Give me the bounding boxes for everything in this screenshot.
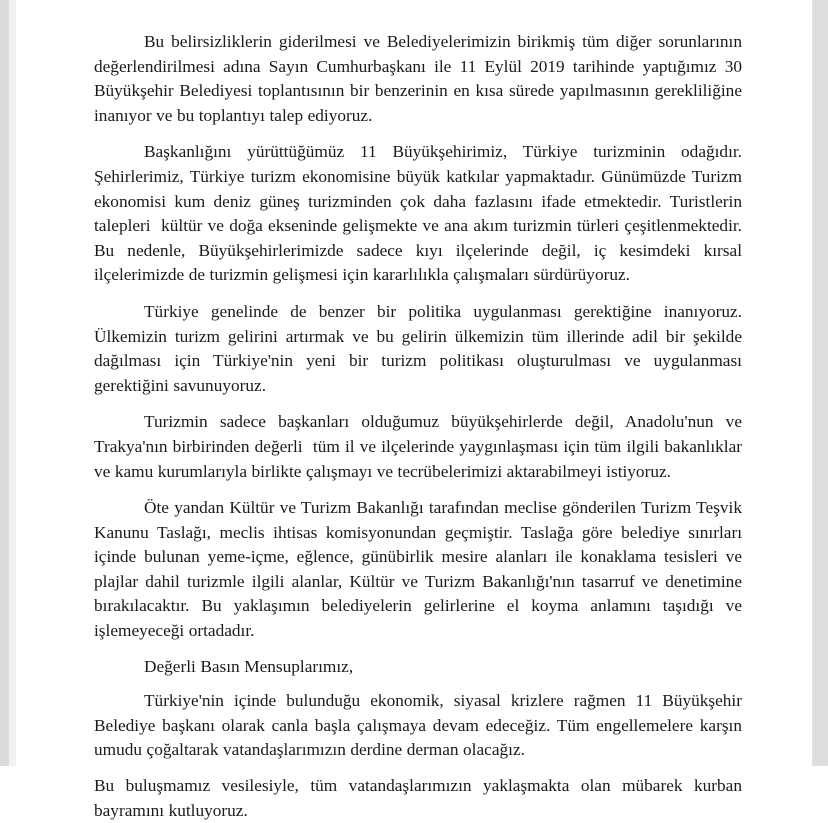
salutation-line: Değerli Basın Mensuplarımız,	[144, 656, 354, 676]
paragraph-4: Turizmin sadece başkanları olduğumuz büyükşehirlerde değil, Anadolu'nun ve Trakya'nın birbirinden değerli tüm il ve ilçelerinde yaygınlaşması için tüm ilgili bakanlıklar ve kamu kurumlarıyla birlikte çalışmayı ve tecrübelerimizi aktarabilmeyi istiyoruz.	[94, 412, 747, 481]
document-text-body	[94, 30, 752, 823]
scan-edge-right-line	[812, 0, 813, 766]
paragraph-2: Başkanlığını yürüttüğümüz 11 Büyükşehirimiz, Türkiye turizminin odağıdır. Şehirlerimiz, Türkiye turizm ekonomisine büyük katkılar yapmaktadır. Günümüzde Turizm ekonomisi kum deniz güneş turizminden çok daha fazlasını ifade etmektedir. Turistlerin talepleri kültür ve doğa ekseninde gelişmekte ve ana akım turizmin türleri çeşitlenmektedir. Bu nedenle, Büyükşehirlerimizde sadece kıyı ilçelerinde değil, iç kesimdeki kırsal ilçelerimizde de turizmin gelişmesi için kararlılıkla çalışmaları sürdürüyoruz.	[94, 142, 752, 285]
scan-edge-left-soft	[9, 0, 16, 766]
paragraph-5: Öte yandan Kültür ve Turizm Bakanlığı tarafından meclise gönderilen Turizm Teşvik Kanunu Taslağı, meclis ihtisas komisyonundan geçmiştir. Taslağa göre belediye sınırları içinde bulunan yeme-içme, eğlence, günübirlik mesire alanları ile konaklama tesisleri ve plajlar dahil turizmle ilgili alanlar, Kültür ve Turizm Bakanlığı'nın tasarruf ve denetimine bırakılacaktır. Bu yaklaşımın belediyelerin gelirlerine el koyma anlamını taşıdığı ve işlemeyeceği ortadadır.	[94, 498, 747, 641]
paragraph-7: Türkiye'nin içinde bulunduğu ekonomik, siyasal krizlere rağmen 11 Büyükşehir Belediye başkanı olarak canla başla çalışmaya devam edeceğiz. Tüm engellemelere karşın umudu çoğaltarak vatandaşlarımızın derdine derman olacağız.	[94, 691, 747, 760]
scan-edge-left	[0, 0, 9, 766]
scan-edge-right	[813, 0, 828, 766]
paragraph-3: Türkiye genelinde de benzer bir politika uygulanması gerektiğine inanıyoruz. Ülkemizin turizm gelirini artırmak ve bu gelirin ülkemizin tüm illerinde adil bir şekilde dağılması için Türkiye'nin yeni bir turizm politikası oluşturulması ve uygulanması gerektiğini savunuyoruz.	[94, 301, 747, 395]
closing-paragraph: Bu buluşmamız vesilesiyle, tüm vatandaşlarımızın yaklaşmakta olan mübarek kurban bayramını kutluyoruz.	[94, 776, 747, 820]
document-page	[16, 0, 812, 820]
paragraph-1: Bu belirsizliklerin giderilmesi ve Belediyelerimizin birikmiş tüm diğer sorunlarının değerlendirilmesi adına Sayın Cumhurbaşkanı ile 11 Eylül 2019 tarihinde yaptığımız 30 Büyükşehir Belediyesi toplantısının bir benzerinin en kısa sürede yapılmasının gerekliliğine inanıyor ve bu toplantıyı talep ediyoruz.	[94, 32, 747, 125]
